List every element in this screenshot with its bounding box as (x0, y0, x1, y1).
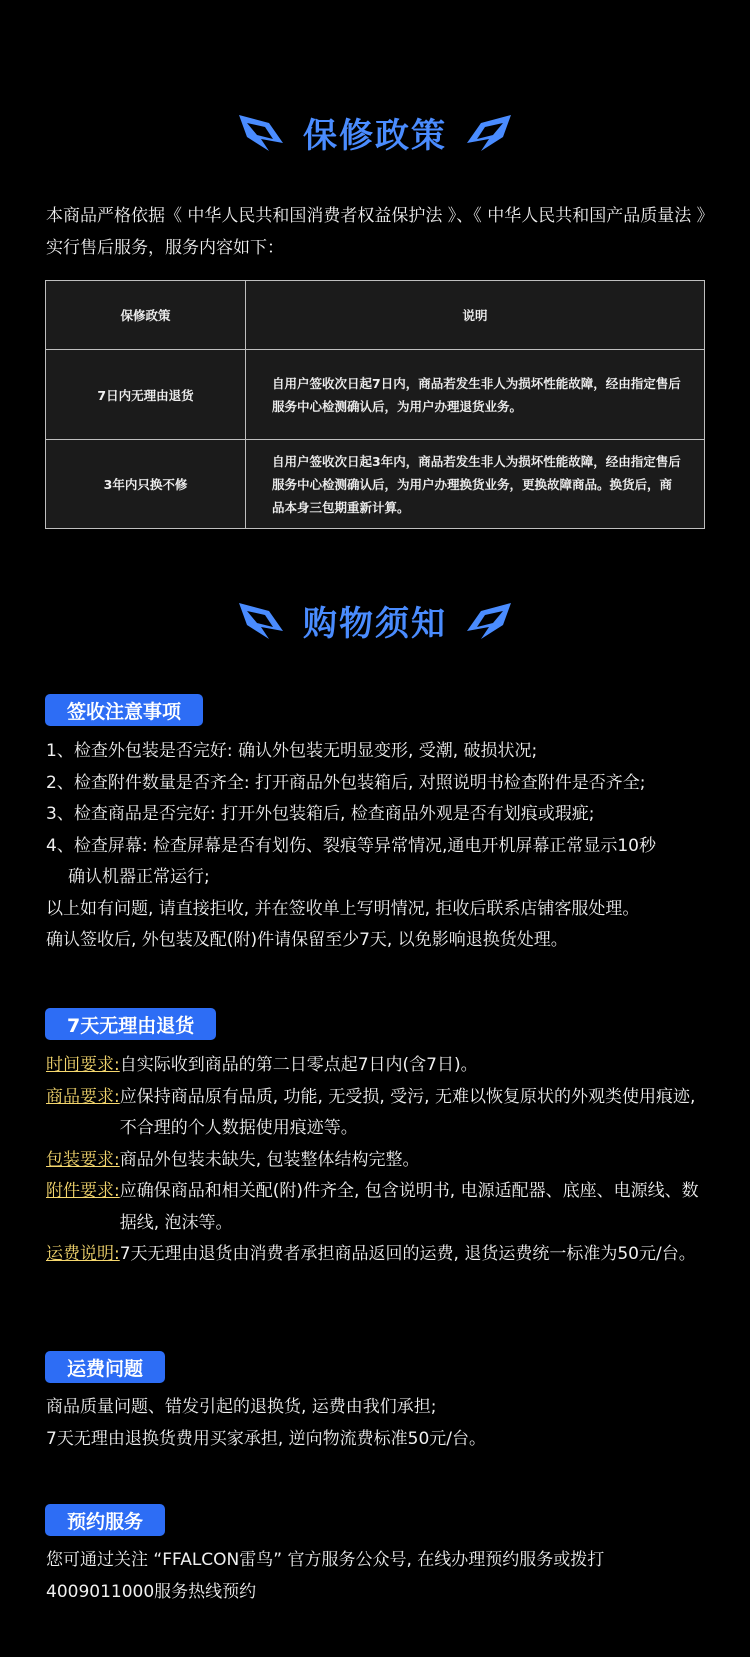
policy-cell: 7日内无理由退货 (46, 350, 246, 440)
requirement-value: 应保持商品原有品质, 功能, 无受损, 受污, 无难以恢复原状的外观类使用痕迹, 不合理的个人数据使用痕迹等。 (119, 1086, 696, 1138)
requirement-value: 自实际收到商品的第二日零点起7日内(含7日)。 (119, 1055, 478, 1075)
table-header-row (46, 281, 705, 350)
warranty-intro: 本商品严格依据《 中华人民共和国消费者权益保护法 》、《 中华人民共和国产品质量法 》实行售后服务，服务内容如下： (46, 206, 706, 258)
left-wing-icon (239, 601, 285, 639)
table-row (46, 440, 705, 529)
warranty-table (45, 280, 705, 529)
requirement-key: 商品要求: (46, 1086, 120, 1107)
list-item: 1、检查外包装是否完好: 确认外包装无明显变形, 受潮, 破损状况; (46, 741, 538, 761)
requirement-row (46, 1239, 710, 1271)
booking-tag: 预约服务 (45, 1504, 165, 1536)
receipt-note: 确认签收后, 外包装及配(附)件请保留至少7天, 以免影响退换货处理。 (46, 930, 568, 950)
left-wing-icon (239, 113, 285, 151)
requirement-row (46, 1176, 710, 1239)
list-item: 4、检查屏幕: 检查屏幕是否有划伤、裂痕等异常情况,通电开机屏幕正常显示10秒 (46, 835, 656, 856)
requirement-value: 7天无理由退货由消费者承担商品返回的运费, 退货运费统一标准为50元/台。 (119, 1244, 696, 1264)
returns-section (46, 1050, 710, 1271)
right-wing-icon (465, 113, 511, 151)
requirement-key: 时间要求: (46, 1055, 120, 1075)
list-item: 2、检查附件数量是否齐全: 打开商品外包装箱后, 对照说明书检查附件是否齐全; (46, 772, 646, 793)
warranty-title: 保修政策 (303, 115, 447, 156)
requirement-row (46, 1145, 710, 1177)
shopping-title: 购物须知 (303, 603, 447, 644)
shipping-section (46, 1392, 710, 1455)
receipt-section (46, 736, 710, 957)
booking-text: 您可通过关注 “FFALCON雷鸟” 官方服务公众号, 在线办理预约服务或拨打4009011000服务热线预约 (46, 1550, 605, 1602)
right-wing-icon (465, 601, 511, 639)
requirement-row (46, 1050, 710, 1082)
warranty-heading (0, 102, 750, 162)
table-header-description: 说明 (246, 281, 705, 350)
list-item: 3、检查商品是否完好: 打开外包装箱后, 检查商品外观是否有划痕或瑕疵; (46, 804, 595, 824)
requirement-key: 附件要求: (46, 1181, 120, 1201)
shipping-line: 7天无理由退换货费用买家承担, 逆向物流费标准50元/台。 (46, 1428, 486, 1449)
list-item-continuation: 确认机器正常运行; (68, 867, 210, 887)
policy-cell: 3年内只换不修 (46, 440, 246, 529)
requirement-value: 商品外包装未缺失, 包装整体结构完整。 (119, 1149, 420, 1170)
requirement-key: 运费说明: (46, 1244, 120, 1264)
returns-tag: 7天无理由退货 (45, 1008, 216, 1040)
shopping-heading (0, 590, 750, 650)
booking-section (46, 1545, 686, 1608)
requirement-value: 应确保商品和相关配(附)件齐全, 包含说明书, 电源适配器、底座、电源线、数据线, 泡沫等。 (119, 1181, 699, 1233)
shipping-line: 商品质量问题、错发引起的退换货, 运费由我们承担; (46, 1397, 437, 1417)
requirement-key: 包装要求: (46, 1149, 120, 1170)
shipping-tag: 运费问题 (45, 1351, 165, 1383)
table-row (46, 350, 705, 440)
description-cell: 自用户签收次日起3年内，商品若发生非人为损坏性能故障，经由指定售后服务中心检测确认后，为用户办理换货业务，更换故障商品。换货后，商品本身三包期重新计算。 (246, 440, 705, 529)
description-cell: 自用户签收次日起7日内，商品若发生非人为损坏性能故障，经由指定售后服务中心检测确认后，为用户办理退货业务。 (246, 350, 705, 440)
receipt-tag: 签收注意事项 (45, 694, 203, 726)
table-header-policy: 保修政策 (46, 281, 246, 350)
receipt-note: 以上如有问题, 请直接拒收, 并在签收单上写明情况, 拒收后联系店铺客服处理。 (46, 898, 640, 919)
requirement-row (46, 1082, 710, 1145)
